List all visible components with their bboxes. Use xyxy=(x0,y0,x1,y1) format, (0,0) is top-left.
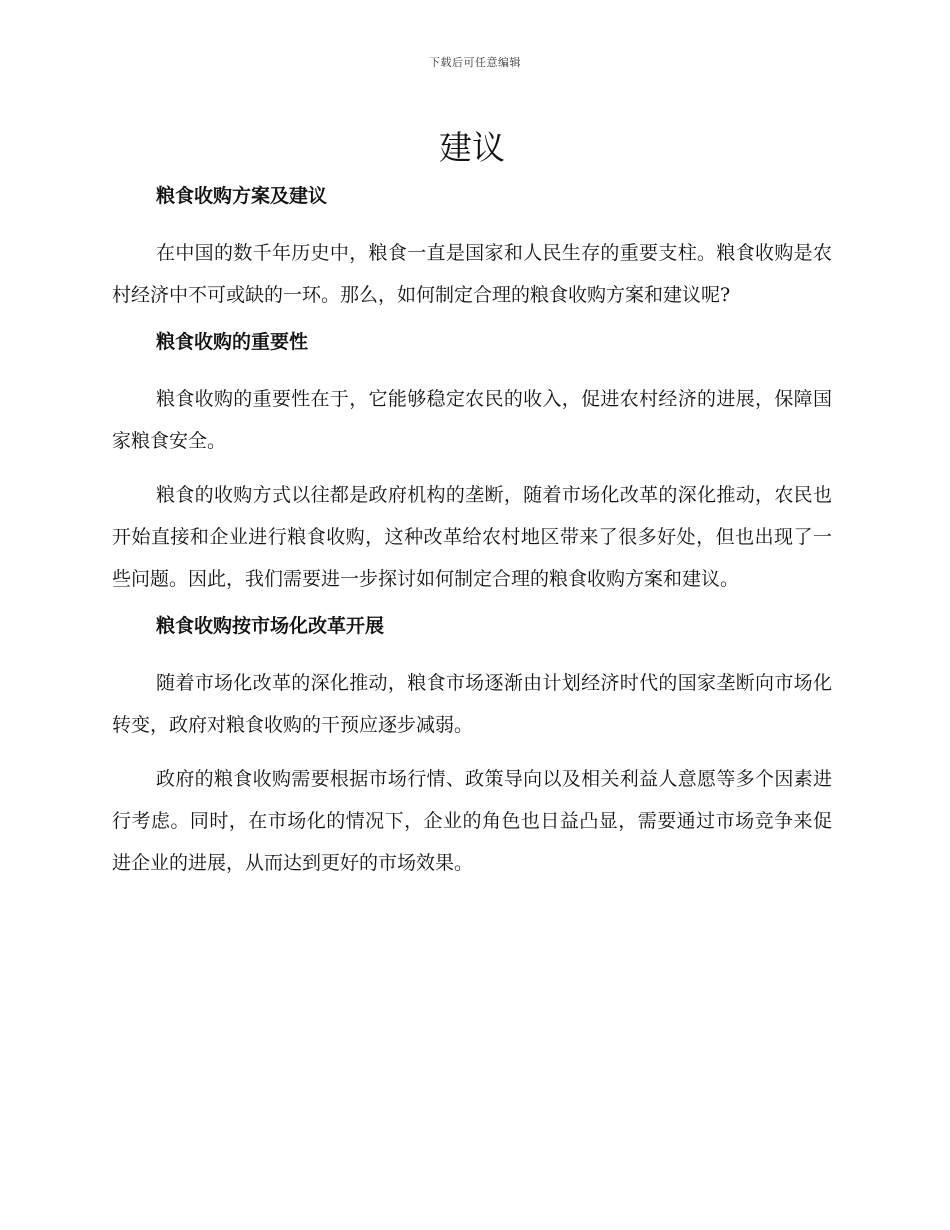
section-heading: 粮食收购的重要性 xyxy=(156,331,309,353)
paragraph: 粮食的收购方式以往都是政府机构的垄断，随着市场化改革的深化推动，农民也开始直接和企业进行粮食收购，这种改革给农村地区带来了很多好处，但也出现了一些问题。因此，我们需要进一步探讨如何制定合理的粮食收购方案和建议。 xyxy=(112,484,832,590)
paragraph: 粮食收购的重要性在于，它能够稳定农民的收入，促进农村经济的进展，保障国家粮食安全。 xyxy=(112,388,832,452)
section-heading: 粮食收购方案及建议 xyxy=(156,185,328,207)
paragraph: 在中国的数千年历史中，粮食一直是国家和人民生存的重要支柱。粮食收购是农村经济中不可或缺的一环。那么，如何制定合理的粮食收购方案和建议呢? xyxy=(112,242,832,306)
document-title: 建议 xyxy=(439,128,505,167)
paragraph: 随着市场化改革的深化推动，粮食市场逐渐由计划经济时代的国家垄断向市场化转变，政府对粮食收购的干预应逐步减弱。 xyxy=(112,672,832,736)
section-heading: 粮食收购按市场化改革开展 xyxy=(156,615,385,637)
page-header-note: 下载后可任意编辑 xyxy=(429,56,521,69)
paragraph: 政府的粮食收购需要根据市场行情、政策导向以及相关利益人意愿等多个因素进行考虑。同时，在市场化的情况下，企业的角色也日益凸显，需要通过市场竞争来促进企业的进展，从而达到更好的市场效果。 xyxy=(112,768,832,874)
document-body xyxy=(112,126,832,884)
